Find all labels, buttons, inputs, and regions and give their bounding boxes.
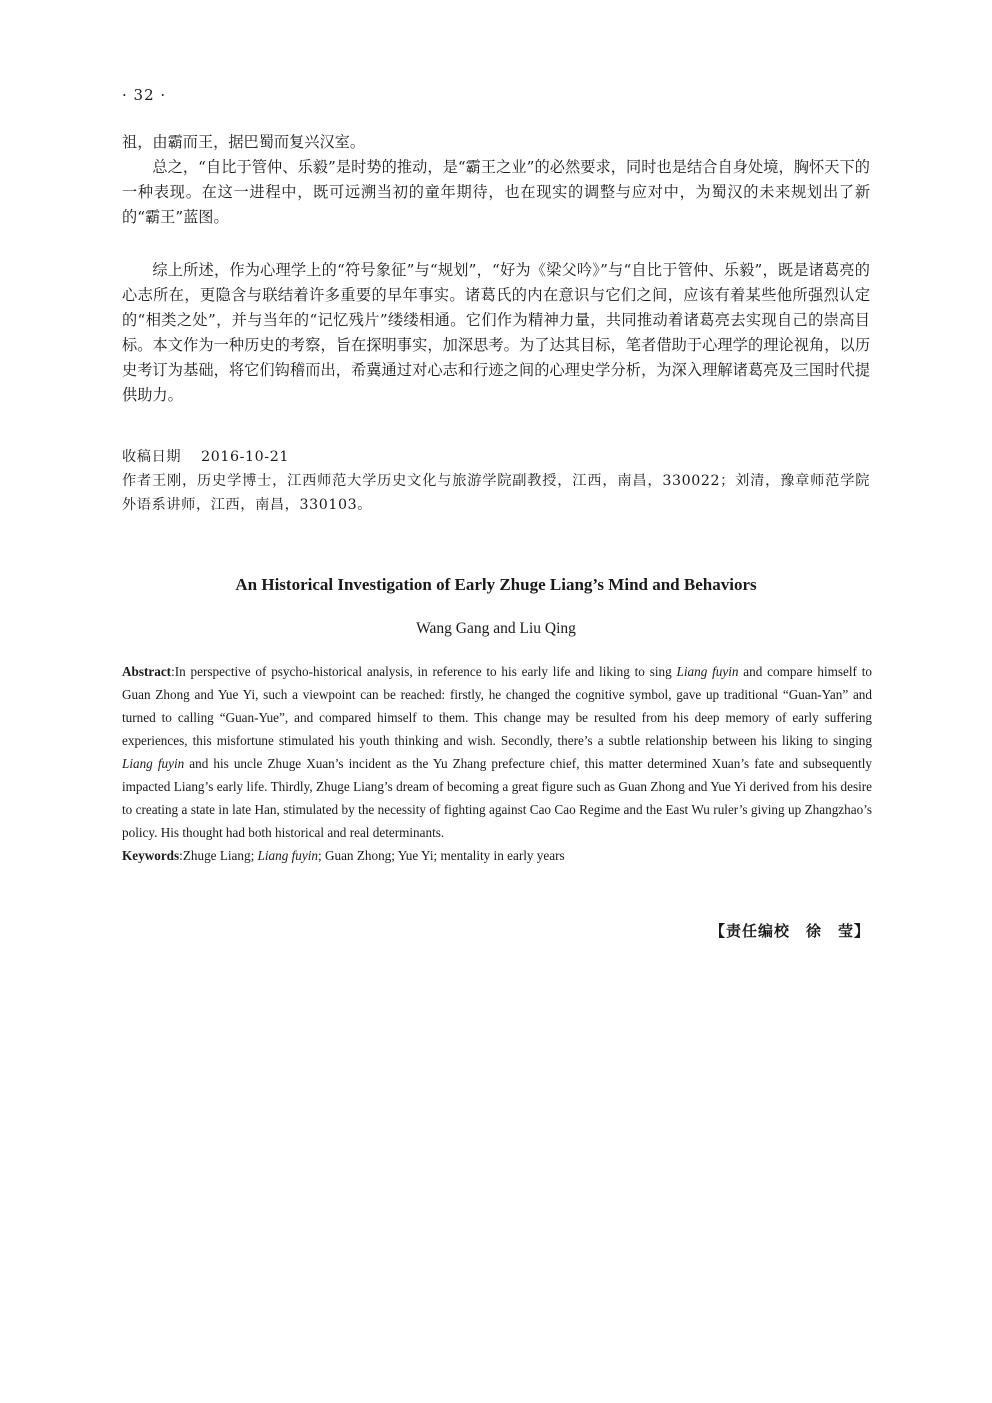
chinese-conclusion [122,258,870,408]
keyword-3: ; Guan Zhong; Yue Yi; mentality in early years [318,848,565,863]
abstract-italic-2: Liang fuyin [122,756,185,771]
author-info: 作者王刚，历史学博士，江西师范大学历史文化与旅游学院副教授，江西，南昌，330022；刘清，豫章师范学院外语系讲师，江西，南昌，330103。 [122,473,870,513]
abstract-text-2: and compare himself to Guan Zhong and Yue Yi, such a viewpoint can be reached: firstly, he changed the cognitive symbol, gave up traditional “Guan-Yan” and turned to calling “Guan-Yue”, and compared himself to them. This change may be resulted from his deep memory of early suffering experiences, this misfortune stimulated his youth thinking and wish. Secondly, there’s a subtle relationship between his liking to singing [122,664,872,748]
keyword-1: Zhuge Liang; [182,848,258,863]
abstract-italic-1: Liang fuyin [676,664,739,679]
received-date: 2016-10-21 [201,449,289,465]
english-authors: Wang Gang and Liu Qing [416,620,576,637]
abstract-label: Abstract [122,664,172,679]
keywords-paragraph [122,844,872,867]
abstract-text-1: In perspective of psycho-historical analysis, in reference to his early life and liking to sing [174,664,677,679]
english-title: An Historical Investigation of Early Zhuge Liang’s Mind and Behaviors [235,575,757,594]
received-date-row [122,445,870,469]
chinese-body-top [122,130,870,230]
abstract-text-3: and his uncle Zhuge Xuan’s incident as the Yu Zhang prefecture chief, this matter determined Xuan’s fate and subsequently impacted Liang’s early life. Thirdly, Zhuge Liang’s dream of becoming a great figure such as Guan Zhong and Yue Yi derived from his desire to creating a state in late Han, stimulated by the necessity of fighting against Cao Cao Regime and the East Wu ruler’s giving up Zhangzhao’s policy. His thought had both historical and real determinants. [122,756,872,840]
abstract-separator: : [171,664,175,679]
article-metadata [122,445,870,517]
keywords-label: Keywords [122,848,180,863]
paragraph-conclusion: 综上所述，作为心理学上的“符号象征”与“规划”，“好为《梁父吟》”与“自比于管仲、乐毅”，既是诸葛亮的心志所在，更隐含与联结着许多重要的早年事实。诸葛氏的内在意识与它们之间，应该有着某些他所强烈认定的“相类之处”，并与当年的“记忆残片”缕缕相通。它们作为精神力量，共同推动着诸葛亮去实现自己的崇高目标。本文作为一种历史的考察，旨在探明事实，加深思考。为了达其目标，笔者借助于心理学的理论视角，以历史考订为基础，将它们钩稽而出，希冀通过对心志和行迹之间的心理史学分析，为深入理解诸葛亮及三国时代提供助力。 [122,261,870,404]
paragraph-continuation: 祖，由霸而王，据巴蜀而复兴汉室。 [122,133,365,151]
paragraph-summary: 总之，“自比于管仲、乐毅”是时势的推动，是“霸王之业”的必然要求，同时也是结合自身处境，胸怀天下的一种表现。在这一进程中，既可远溯当初的童年期待，也在现实的调整与应对中，为蜀汉的未来规划出了新的“霸王”蓝图。 [122,158,870,226]
received-label: 收稿日期 [122,449,182,465]
abstract-paragraph [122,660,872,844]
keyword-2: Liang fuyin [257,848,318,863]
keywords-separator: : [179,848,183,863]
page-number: · 32 · [122,86,167,104]
english-abstract [122,660,872,867]
editor-note: 【责任编校 徐 莹】 [709,922,870,940]
